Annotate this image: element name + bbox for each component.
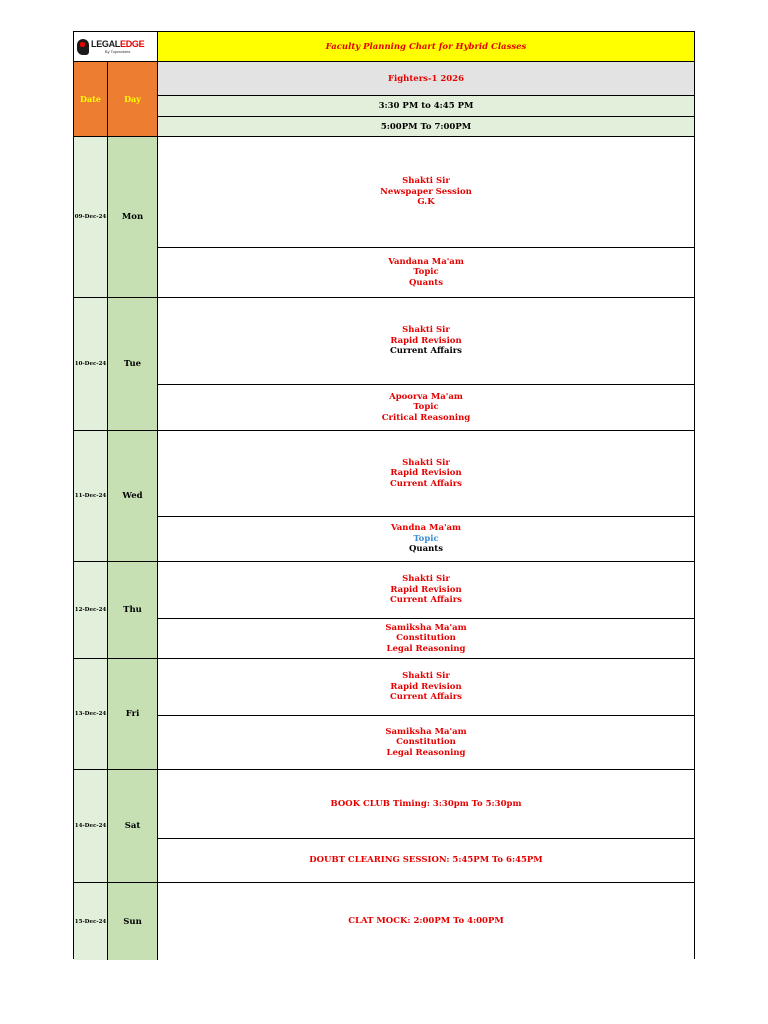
session-line: Topic [413,402,439,413]
session-cell [158,716,694,770]
day-cell: Thu [108,562,158,659]
session-line: Rapid Revision [390,335,462,346]
session-line: Shakti Sir [402,176,450,187]
header-date: Date [74,62,108,137]
session-cell [158,659,694,716]
session-line: BOOK CLUB Timing: 3:30pm To 5:30pm [330,798,522,809]
header-day: Day [108,62,158,137]
session-cell [158,839,694,883]
day-cell: Sun [108,883,158,960]
logo-cell [74,32,158,62]
session-line: Rapid Revision [390,584,462,595]
legaledge-logo [77,39,144,55]
header-slot-1: 3:30 PM to 4:45 PM [158,96,694,117]
session-cell [158,883,694,960]
session-line: Critical Reasoning [381,412,471,423]
session-line: CLAT MOCK: 2:00PM To 4:00PM [348,916,504,927]
logo-brand-a: LEGAL [91,38,120,49]
session-line: Samiksha Ma'am [385,726,467,737]
session-cell [158,619,694,659]
date-cell: 10-Dec-24 [74,298,108,431]
date-cell: 11-Dec-24 [74,431,108,562]
session-line: Samiksha Ma'am [385,622,467,633]
brand-head-icon [77,39,89,55]
session-line: Vandana Ma'am [388,256,464,267]
session-line: Legal Reasoning [386,643,466,654]
session-line: Constitution [396,633,456,644]
day-cell: Tue [108,298,158,431]
session-cell [158,248,694,298]
session-cell [158,298,694,385]
date-cell: 14-Dec-24 [74,770,108,883]
session-line: Rapid Revision [390,468,462,479]
date-cell: 15-Dec-24 [74,883,108,960]
session-cell [158,137,694,248]
session-line: Current Affairs [390,595,462,606]
date-cell: 12-Dec-24 [74,562,108,659]
header-batch: Fighters-1 2026 [158,62,694,96]
session-line: Topic [413,267,439,278]
session-line: Shakti Sir [402,574,450,585]
session-cell [158,385,694,431]
day-cell: Wed [108,431,158,562]
session-line: Topic [413,533,439,544]
session-line: G.K [417,197,435,208]
session-line: Shakti Sir [402,671,450,682]
day-cell: Mon [108,137,158,298]
session-line: DOUBT CLEARING SESSION: 5:45PM To 6:45PM [309,855,543,866]
day-cell: Sat [108,770,158,883]
session-line: Legal Reasoning [386,747,466,758]
session-cell [158,770,694,839]
session-line: Rapid Revision [390,681,462,692]
session-cell [158,517,694,562]
logo-byline: By Toprankers [104,48,131,54]
session-line: Shakti Sir [402,325,450,336]
session-line: Constitution [396,737,456,748]
session-cell [158,431,694,517]
chart-title-cell [158,32,694,62]
planning-chart [73,31,695,959]
session-line: Quants [409,544,443,555]
session-line: Current Affairs [390,346,462,357]
session-line: Current Affairs [390,478,462,489]
logo-brand-b: EDGE [120,38,145,49]
session-line: Vandna Ma'am [390,523,462,534]
header-slot-2: 5:00PM To 7:00PM [158,117,694,137]
session-line: Shakti Sir [402,457,450,468]
session-line: Apoorva Ma'am [389,391,463,402]
day-cell: Fri [108,659,158,770]
session-line: Current Affairs [390,692,462,703]
date-cell: 13-Dec-24 [74,659,108,770]
chart-title: Faculty Planning Chart for Hybrid Classes [325,41,527,52]
session-line: Newspaper Session [380,186,472,197]
session-cell [158,562,694,619]
session-line: Quants [409,277,443,288]
date-cell: 09-Dec-24 [74,137,108,298]
